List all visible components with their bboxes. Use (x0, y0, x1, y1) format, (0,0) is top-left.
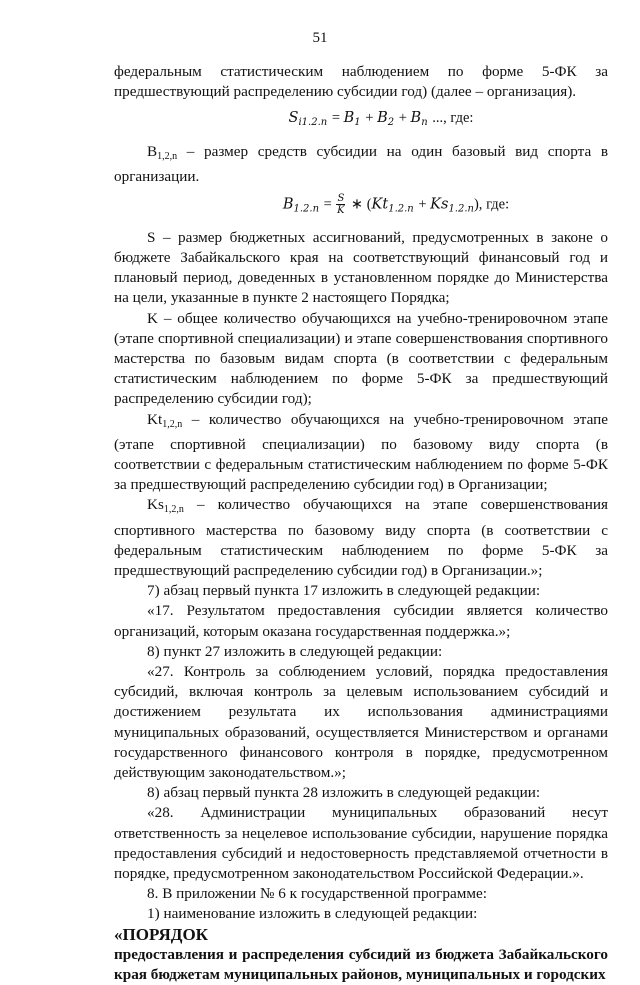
ks-def-sub: 1,2,n (163, 504, 184, 516)
kt-def-sub: 1,2,n (162, 418, 183, 430)
kt-def-text: – количество обучающихся на учебно-тренировочном этапе (этапе спортивной специализации) по базовому виду спорта (в соответствии с федеральным статистическим наблюдением по форме 5-ФК за предшествующий распределению субсидии год) в Организации; (114, 410, 608, 494)
formula-s-tail: ..., где: (432, 110, 474, 127)
item-7: 7) абзац первый пункта 17 изложить в следующей редакции: (147, 582, 541, 600)
formula-b1: B (343, 110, 355, 127)
fraction-denominator: K (337, 205, 345, 217)
fraction-numerator: S (337, 193, 345, 205)
section-8: 8. В приложении № 6 к государственной программе: (147, 885, 487, 903)
ks-def-symbol: Ks (147, 496, 164, 514)
formula-s-sum: $S_{i1.2.n} = B_1 + B_2 + B_n$ ..., где: (288, 110, 474, 129)
formula-s-lhs-sub: i1.2.n (298, 117, 328, 129)
b-def-text: – размер средств субсидии на один базовый вид спорта в организации. (114, 142, 608, 185)
item-8a: 8) пункт 27 изложить в следующей редакции: (147, 642, 443, 660)
item-8a-quote: «27. Контроль за соблюдением условий, порядка предоставления субсидий, включая контроль за целевым использованием субсидий и достижением результата их использования администрациями муниципальных образований, осуществляется Министерством и органами государственного финансового контроля в порядке, предусмотренном действующим законодательством.»; (114, 662, 608, 781)
intro-paragraph: федеральным статистическим наблюдением по форме 5-ФК за предшествующий распределению субсидии год) (далее – организация). (114, 63, 608, 101)
formula-b1-sub: 1 (354, 117, 361, 129)
document-body (114, 62, 608, 985)
item-7-quote: «17. Результатом предоставления субсидии является количество организаций, которым оказана государственная поддержка.»; (114, 602, 608, 640)
page-number: 51 (312, 30, 328, 46)
ks-def-text: – количество обучающихся на этапе совершенствования спортивного мастерства по базовому виду спорта (в соответствии с федеральным статистическим наблюдением по форме 5-ФК за предшествующий распределению субсидии год) в Организации.»; (114, 496, 608, 579)
formula-b-tail: где: (486, 196, 510, 213)
b-def-sub: 1,2,n (157, 150, 178, 162)
formula-b2-sub: 2 (387, 117, 395, 129)
formula-fraction (336, 193, 345, 216)
formula-kt-sub: 1.2.n (388, 203, 414, 215)
ks-definition (114, 495, 608, 581)
heading-title: «ПОРЯДОК (114, 924, 209, 944)
k-definition: K – общее количество обучающихся на учебно-тренировочном этапе (этапе спортивной специализации) и этапе совершенствования спортивного мастерства по базовым видам спорта (в соответствии с федеральным статистическим наблюдением по форме 5-ФК за предшествующий распределению субсидии год); (114, 309, 608, 408)
formula-ks-sub: 1.2.n (448, 203, 474, 215)
kt-def-symbol: Kt (147, 410, 163, 428)
s-definition: S – размер бюджетных ассигнований, предусмотренных в законе о бюджете Забайкальского края на соответствующий финансовый год и плановый период, доведенных в установленном порядке до Министерства на цели, указанные в пункте 2 настоящего Порядка; (114, 228, 608, 307)
heading-subtitle: предоставления и распределения субсидий из бюджета Забайкальского края бюджетам муниципальных районов, муниципальных и городских (114, 945, 608, 984)
formula-b-lhs-sub: 1.2.n (293, 203, 320, 215)
formula-b: $B_{1.2.n}$ = $\frac{S}{K}$ ∗ $(Kt_{1.2.n} + Ks_{1.2.n})$, где: (282, 193, 510, 217)
formula-bn-sub: n (421, 117, 428, 129)
b-definition (114, 142, 608, 187)
formula-ks: Ks (430, 196, 449, 213)
formula-b2: B (377, 110, 388, 127)
formula-bn: B (410, 110, 422, 127)
formula-s-lhs: S (288, 110, 299, 127)
formula-b-lhs: B (282, 196, 294, 213)
item-8b: 8) абзац первый пункта 28 изложить в следующей редакции: (147, 784, 541, 802)
section-8-item-1: 1) наименование изложить в следующей редакции: (147, 905, 478, 923)
formula-kt: Kt (371, 196, 389, 213)
b-def-symbol: B (147, 142, 158, 160)
item-8b-quote: «28. Администрации муниципальных образований несут ответственность за нецелевое использование субсидии, нарушение порядка предоставления субсидий и недостоверность представляемой отчетности в порядке, предусмотренном законодательством Российской Федерации.». (114, 804, 608, 883)
kt-definition (114, 410, 608, 496)
